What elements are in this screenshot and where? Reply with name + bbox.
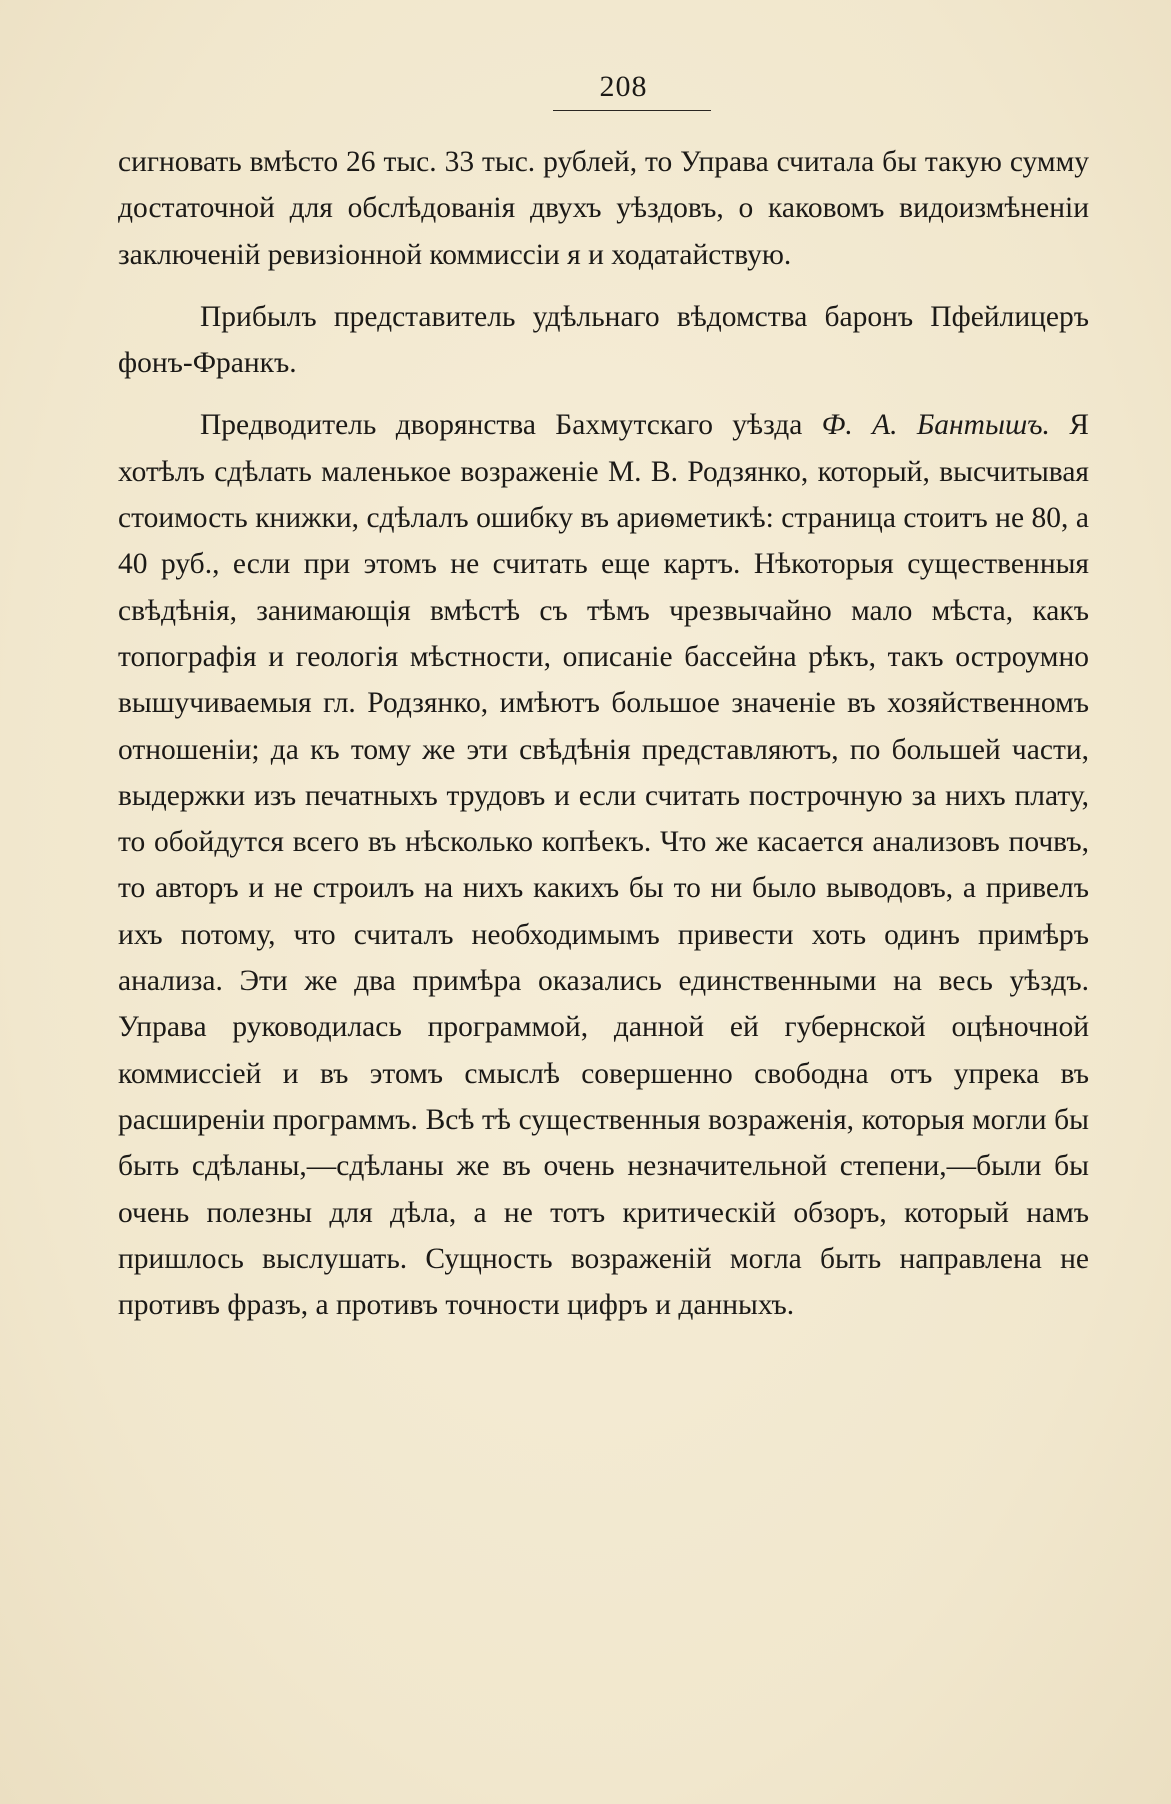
paragraph-continuation xyxy=(118,139,1089,278)
paragraph-arrival-note xyxy=(118,294,1089,387)
paragraph-text: сигновать вмѣсто 26 тыс. 33 тыс. рублей, то Управа считала бы такую сумму достаточной для обслѣдованія двухъ уѣздовъ, о каковомъ видоизмѣненіи заключеній ревизіонной коммиссіи я и ходатайствую. xyxy=(118,146,1089,271)
speech-text: Я хотѣлъ сдѣлать маленькое возраженіе М. В. Родзянко, который, высчитывая стоимость книжки, сдѣлалъ ошибку въ ариѳметикѣ: страница стоитъ не 80, а 40 руб., если при этомъ не считать еще картъ. Нѣкоторыя существенныя свѣдѣнія, занимающія вмѣстѣ съ тѣмъ чрезвычайно мало мѣста, какъ топографія и геологія мѣстности, описаніе бассейна рѣкъ, такъ остроумно вышучиваемыя гл. Родзянко, имѣютъ большое значеніе въ хозяйственномъ отношеніи; да къ тому же эти свѣдѣнія представляютъ, по большей части, выдержки изъ печатныхъ трудовъ и если считать построчную за нихъ плату, то обойдутся всего въ нѣсколько копѣекъ. Что же касается анализовъ почвъ, то авторъ и не строилъ на нихъ какихъ бы то ни было выводовъ, а привелъ ихъ потому, что считалъ необходимымъ привести хоть одинъ примѣръ анализа. Эти же два примѣра оказались единственными на весь уѣздъ. Управа руководилась программой, данной ей губернской оцѣночной коммиссіей и въ этомъ смыслѣ совершенно свободна отъ упрека въ расширеніи программъ. Всѣ тѣ существенныя возраженія, которыя могли бы быть сдѣланы,—сдѣланы же въ очень незначительной степени,—были бы очень полезны для дѣла, а не тотъ критическій обзоръ, который намъ пришлось выслушать. Сущность возраженій могла быть направлена не противъ фразъ, а противъ точности цифръ и данныхъ. xyxy=(118,409,1089,1322)
paragraph-text: Прибылъ представитель удѣльнаго вѣдомства баронъ Пфейлицеръ фонъ-Франкъ. xyxy=(118,300,1089,380)
page-body xyxy=(118,139,1089,1328)
header-rule xyxy=(553,110,711,111)
speaker-intro: Предводитель дворянства Бахмутскаго уѣзда xyxy=(200,409,822,442)
page-header xyxy=(158,70,1089,111)
page-number: 208 xyxy=(599,70,648,103)
speaker-name: Ф. А. Бантышъ. xyxy=(821,409,1050,442)
paragraph-speech xyxy=(118,402,1089,1328)
